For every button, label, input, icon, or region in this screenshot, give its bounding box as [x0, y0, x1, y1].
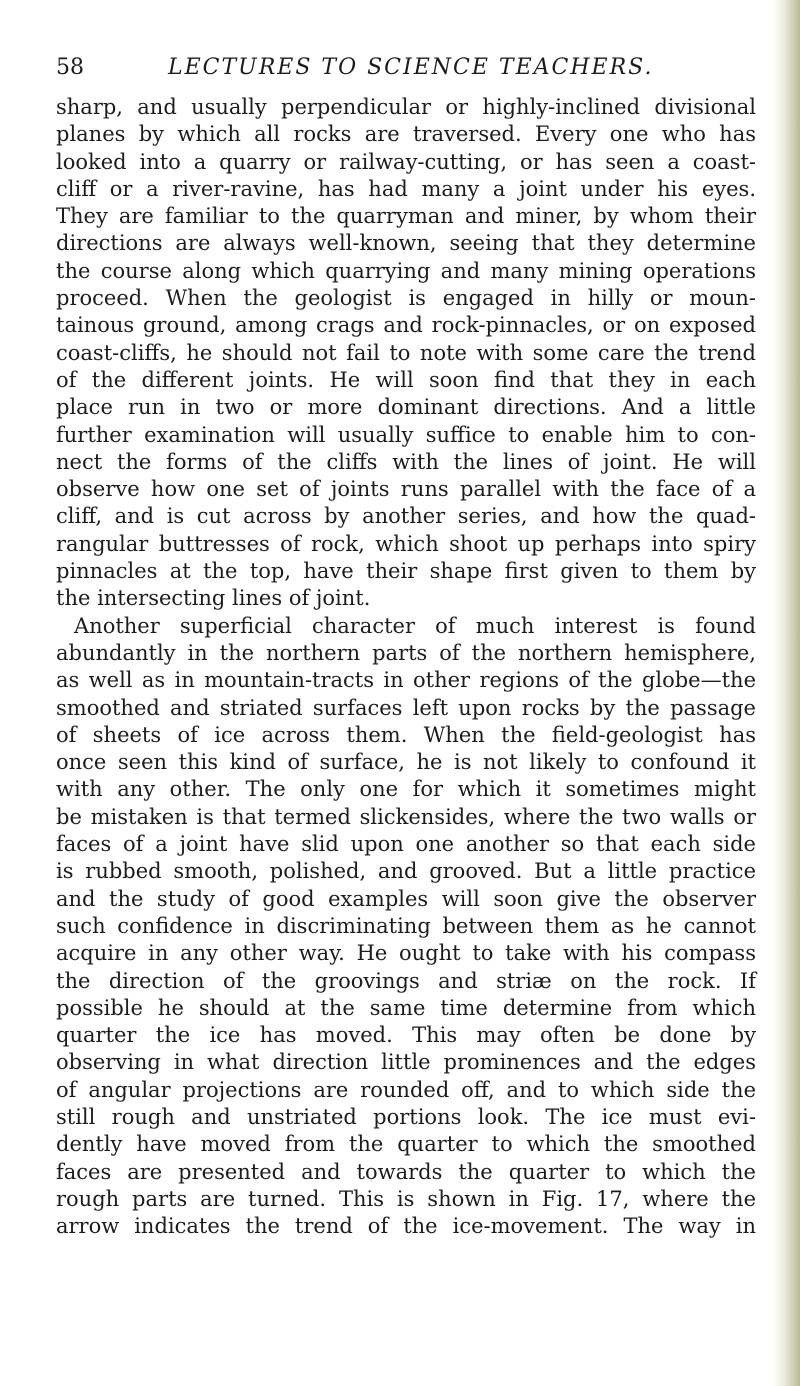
text-line: is rubbed smooth, polished, and grooved. But a little practice	[56, 859, 756, 884]
text-line: rangular buttresses of rock, which shoot up perhaps into spiry	[56, 531, 756, 556]
text-line: pinnacles at the top, have their shape first given to them by	[56, 559, 756, 584]
text-line: and the study of good examples will soon give the observer	[56, 886, 756, 911]
text-line: acquire in any other way. He ought to take with his compass	[56, 941, 756, 966]
text-line: cliff, and is cut across by another series, and how the quad-	[56, 504, 756, 529]
text-line: directions are always well-known, seeing that they determine	[56, 231, 756, 256]
text-line: observe how one set of joints runs parallel with the face of a	[56, 477, 756, 502]
text-line: arrow indicates the trend of the ice-movement. The way in	[56, 1214, 756, 1239]
text-line: faces are presented and towards the quarter to which the	[56, 1159, 756, 1184]
text-line: place run in two or more dominant directions. And a little	[56, 395, 756, 420]
text-line: the direction of the groovings and striæ on the rock. If	[56, 968, 756, 993]
text-line: of angular projections are rounded off, and to which side the	[56, 1077, 756, 1102]
text-line: further examination will usually suffice to enable him to con-	[56, 422, 756, 447]
running-head	[56, 50, 696, 86]
text-line: cliff or a river-ravine, has had many a joint under his eyes.	[56, 176, 756, 201]
text-line: rough parts are turned. This is shown in Fig. 17, where the	[56, 1186, 756, 1211]
text-line: once seen this kind of surface, he is not likely to confound it	[56, 750, 756, 775]
text-line: They are familiar to the quarryman and miner, by whom their	[56, 204, 756, 229]
body-text	[56, 94, 756, 1240]
paragraph-end-line: the intersecting lines of joint.	[56, 586, 371, 611]
text-line: sharp, and usually perpendicular or highly-inclined divisional	[56, 95, 756, 119]
text-line: of sheets of ice across them. When the field-geologist has	[56, 722, 756, 747]
text-line: as well as in mountain-tracts in other regions of the globe—the	[56, 668, 756, 693]
text-line: coast-cliffs, he should not fail to note with some care the trend	[56, 340, 756, 365]
text-line: nect the forms of the cliffs with the lines of joint. He will	[56, 449, 756, 474]
text-line: tainous ground, among crags and rock-pinnacles, or on exposed	[56, 313, 756, 338]
text-line: abundantly in the northern parts of the northern hemisphere,	[56, 640, 756, 665]
page-edge-shadow	[774, 0, 800, 1386]
text-line: proceed. When the geologist is engaged in hilly or moun-	[56, 286, 756, 311]
text-line: looked into a quarry or railway-cutting, or has seen a coast-	[56, 149, 756, 174]
text-line: be mistaken is that termed slickensides, where the two walls or	[56, 804, 756, 829]
text-line: observing in what direction little prominences and the edges	[56, 1050, 756, 1075]
text-line: smoothed and striated surfaces left upon rocks by the passage	[56, 695, 756, 720]
text-line: such confidence in discriminating between them as he cannot	[56, 913, 756, 938]
page-number: 58	[56, 55, 84, 80]
text-line: with any other. The only one for which it sometimes might	[56, 777, 756, 802]
text-line: still rough and unstriated portions look. The ice must evi-	[56, 1104, 756, 1129]
running-title: LECTURES TO SCIENCE TEACHERS.	[168, 55, 654, 80]
text-line: planes by which all rocks are traversed. Every one who has	[56, 122, 756, 147]
text-line: quarter the ice has moved. This may often be done by	[56, 1023, 756, 1048]
text-line: the course along which quarrying and many mining operations	[56, 258, 756, 283]
text-line: of the different joints. He will soon find that they in each	[56, 367, 756, 392]
text-line: dently have moved from the quarter to which the smoothed	[56, 1132, 756, 1157]
text-line: possible he should at the same time determine from which	[56, 995, 756, 1020]
paragraph-start-line: Another superficial character of much interest is found	[74, 613, 756, 638]
text-line: faces of a joint have slid upon one another so that each side	[56, 832, 756, 857]
